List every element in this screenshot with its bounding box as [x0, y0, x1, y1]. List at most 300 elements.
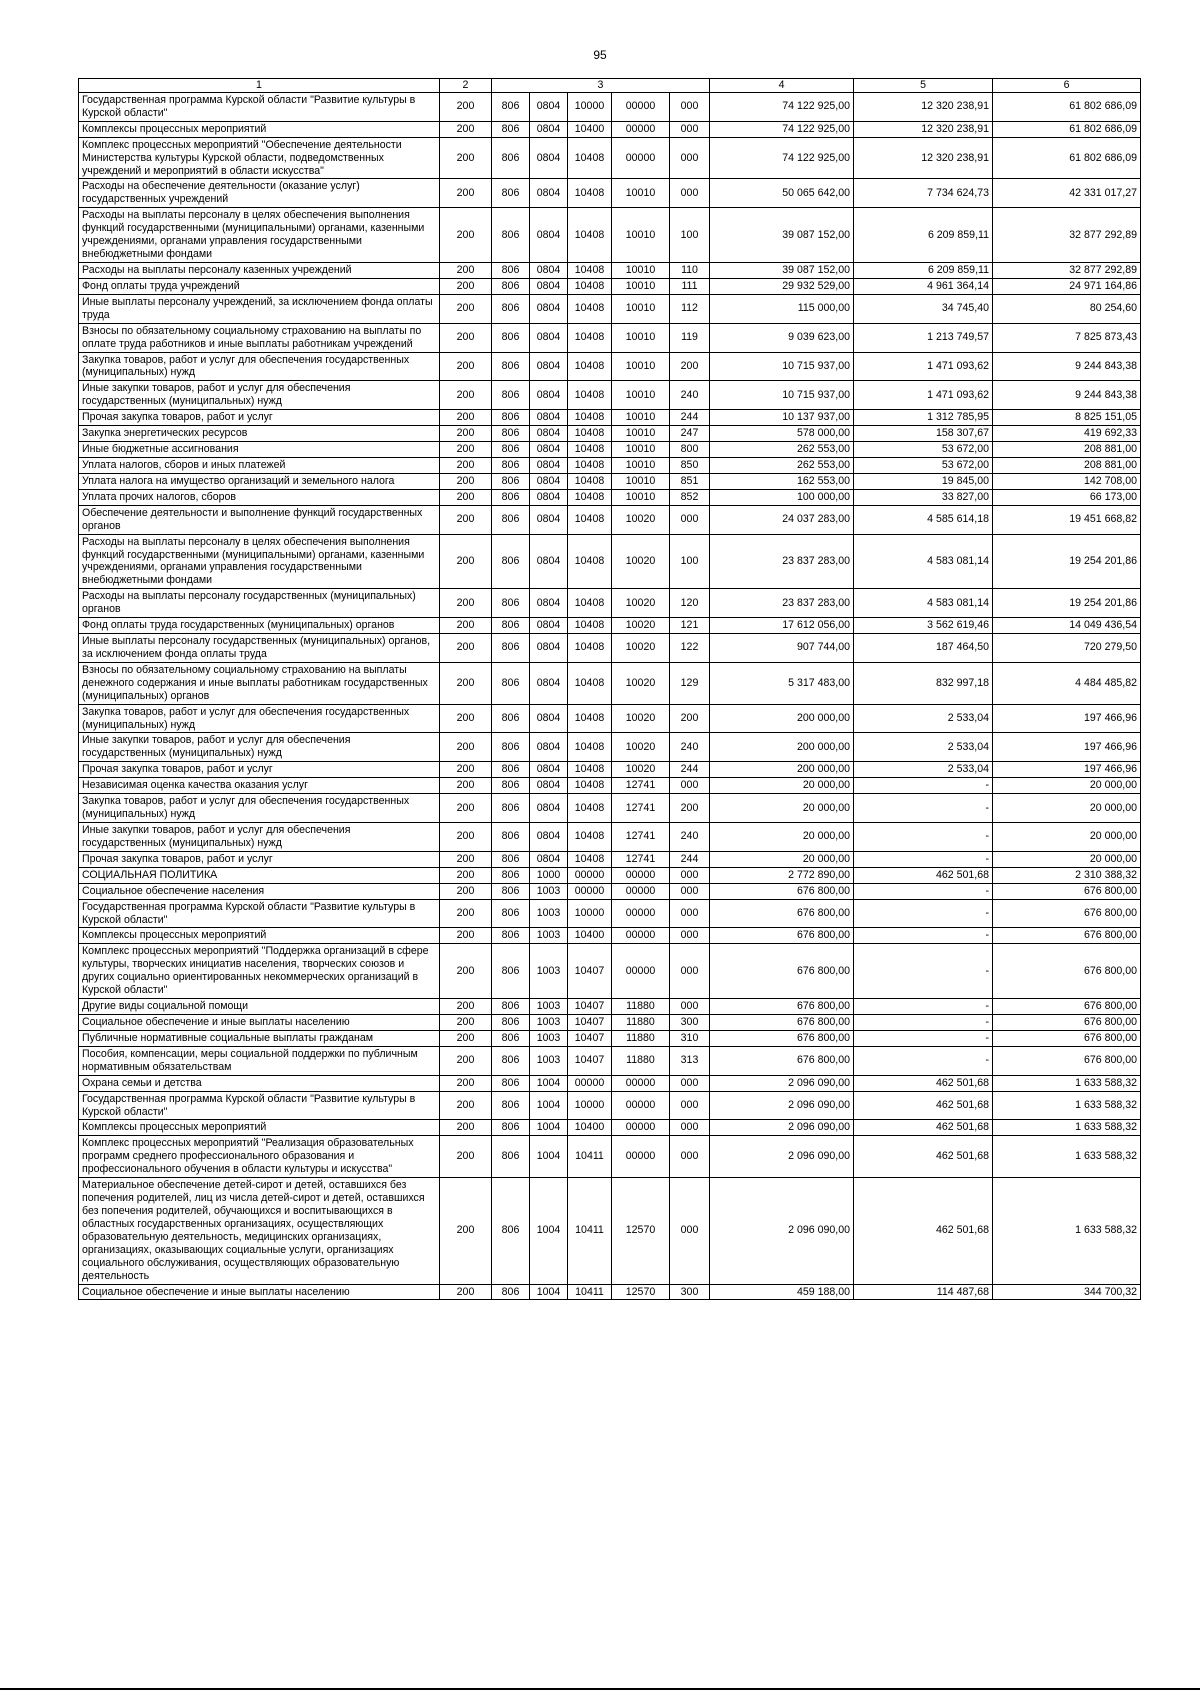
row-code-a: 806 — [492, 1015, 530, 1031]
row-code-c: 10408 — [568, 618, 612, 634]
row-code-d: 10010 — [612, 208, 670, 263]
row-code-d: 10010 — [612, 426, 670, 442]
row-code-a: 806 — [492, 899, 530, 928]
row-col-2: 200 — [440, 851, 492, 867]
row-code-a: 806 — [492, 278, 530, 294]
row-col-2: 200 — [440, 1136, 492, 1178]
table-row — [79, 410, 1141, 426]
row-col-2: 200 — [440, 1046, 492, 1075]
row-value-4: 17 612 056,00 — [710, 618, 854, 634]
row-code-a: 806 — [492, 489, 530, 505]
row-code-e: 000 — [670, 867, 710, 883]
row-value-6: 676 800,00 — [993, 883, 1141, 899]
row-code-e: 119 — [670, 323, 710, 352]
row-value-6: 24 971 164,86 — [993, 278, 1141, 294]
table-row — [79, 323, 1141, 352]
row-code-c: 10408 — [568, 179, 612, 208]
row-code-c: 10400 — [568, 928, 612, 944]
row-code-c: 10411 — [568, 1178, 612, 1284]
row-code-a: 806 — [492, 1136, 530, 1178]
row-code-c: 10408 — [568, 442, 612, 458]
table-row — [79, 883, 1141, 899]
row-code-c: 00000 — [568, 883, 612, 899]
row-value-4: 676 800,00 — [710, 1015, 854, 1031]
row-name: Прочая закупка товаров, работ и услуг — [79, 851, 440, 867]
table-row — [79, 823, 1141, 852]
header-col-1: 1 — [79, 79, 440, 93]
row-code-b: 0804 — [530, 662, 568, 704]
row-code-e: 122 — [670, 634, 710, 663]
row-value-6: 42 331 017,27 — [993, 179, 1141, 208]
row-value-6: 676 800,00 — [993, 1030, 1141, 1046]
row-col-2: 200 — [440, 999, 492, 1015]
row-code-d: 00000 — [612, 867, 670, 883]
row-value-4: 24 037 283,00 — [710, 505, 854, 534]
row-code-a: 806 — [492, 1178, 530, 1284]
row-value-6: 19 254 201,86 — [993, 589, 1141, 618]
row-code-e: 240 — [670, 733, 710, 762]
row-code-c: 10408 — [568, 662, 612, 704]
header-col-6: 6 — [993, 79, 1141, 93]
table-row — [79, 794, 1141, 823]
row-value-6: 19 254 201,86 — [993, 534, 1141, 589]
row-value-6: 197 466,96 — [993, 733, 1141, 762]
header-col-3: 3 — [492, 79, 710, 93]
row-value-4: 162 553,00 — [710, 473, 854, 489]
row-value-4: 262 553,00 — [710, 457, 854, 473]
table-row — [79, 1178, 1141, 1284]
row-code-b: 0804 — [530, 137, 568, 179]
row-code-d: 10020 — [612, 662, 670, 704]
row-value-5: - — [854, 794, 993, 823]
row-code-d: 10010 — [612, 442, 670, 458]
row-code-d: 10020 — [612, 589, 670, 618]
row-code-b: 0804 — [530, 262, 568, 278]
row-code-d: 00000 — [612, 928, 670, 944]
row-value-5: - — [854, 778, 993, 794]
row-value-5: - — [854, 899, 993, 928]
row-code-b: 1003 — [530, 944, 568, 999]
row-code-a: 806 — [492, 137, 530, 179]
bottom-rule — [0, 1688, 1200, 1690]
row-code-e: 112 — [670, 294, 710, 323]
row-code-d: 00000 — [612, 1075, 670, 1091]
row-value-6: 7 825 873,43 — [993, 323, 1141, 352]
table-row — [79, 534, 1141, 589]
row-code-c: 00000 — [568, 1075, 612, 1091]
row-code-e: 244 — [670, 851, 710, 867]
row-col-2: 200 — [440, 505, 492, 534]
row-code-a: 806 — [492, 294, 530, 323]
row-code-a: 806 — [492, 999, 530, 1015]
row-value-5: 1 312 785,95 — [854, 410, 993, 426]
row-name: Иные закупки товаров, работ и услуг для обеспечения государственных (муниципальных) нужд — [79, 733, 440, 762]
row-code-e: 851 — [670, 473, 710, 489]
row-code-e: 313 — [670, 1046, 710, 1075]
row-code-e: 800 — [670, 442, 710, 458]
row-code-b: 1003 — [530, 1030, 568, 1046]
row-value-4: 2 096 090,00 — [710, 1120, 854, 1136]
row-value-4: 459 188,00 — [710, 1284, 854, 1300]
row-code-b: 1003 — [530, 883, 568, 899]
row-value-6: 9 244 843,38 — [993, 381, 1141, 410]
row-code-a: 806 — [492, 928, 530, 944]
row-value-6: 8 825 151,05 — [993, 410, 1141, 426]
row-code-b: 0804 — [530, 278, 568, 294]
row-code-d: 12570 — [612, 1284, 670, 1300]
row-code-b: 0804 — [530, 208, 568, 263]
row-value-5: 6 209 859,11 — [854, 208, 993, 263]
row-value-4: 23 837 283,00 — [710, 589, 854, 618]
row-code-a: 806 — [492, 618, 530, 634]
row-value-4: 262 553,00 — [710, 442, 854, 458]
row-value-6: 61 802 686,09 — [993, 92, 1141, 121]
row-name: Комплекс процессных мероприятий "Поддержка организаций в сфере культуры, творческих инициатив населения, творческих союзов и других социально ориентированных некоммерческих организаций в Курской области" — [79, 944, 440, 999]
row-col-2: 200 — [440, 1075, 492, 1091]
row-name: Иные бюджетные ассигнования — [79, 442, 440, 458]
table-row — [79, 1030, 1141, 1046]
row-name: Взносы по обязательному социальному страхованию на выплаты по оплате труда работников и иные выплаты работникам учреждений — [79, 323, 440, 352]
row-code-d: 00000 — [612, 137, 670, 179]
row-name: Закупка товаров, работ и услуг для обеспечения государственных (муниципальных) нужд — [79, 794, 440, 823]
table-row — [79, 121, 1141, 137]
row-col-2: 200 — [440, 278, 492, 294]
table-row — [79, 589, 1141, 618]
row-code-e: 120 — [670, 589, 710, 618]
row-code-a: 806 — [492, 442, 530, 458]
row-value-6: 20 000,00 — [993, 851, 1141, 867]
table-header-row — [79, 79, 1141, 93]
row-code-d: 00000 — [612, 899, 670, 928]
row-code-b: 0804 — [530, 704, 568, 733]
row-col-2: 200 — [440, 618, 492, 634]
row-value-6: 32 877 292,89 — [993, 262, 1141, 278]
row-code-c: 00000 — [568, 867, 612, 883]
row-code-d: 10020 — [612, 505, 670, 534]
table-row — [79, 1136, 1141, 1178]
row-code-b: 0804 — [530, 352, 568, 381]
table-row — [79, 999, 1141, 1015]
row-value-6: 344 700,32 — [993, 1284, 1141, 1300]
row-value-4: 676 800,00 — [710, 999, 854, 1015]
row-name: Социальное обеспечение населения — [79, 883, 440, 899]
row-col-2: 200 — [440, 589, 492, 618]
row-code-e: 000 — [670, 121, 710, 137]
row-code-e: 000 — [670, 778, 710, 794]
row-name: Фонд оплаты труда учреждений — [79, 278, 440, 294]
row-code-a: 806 — [492, 762, 530, 778]
row-value-4: 10 715 937,00 — [710, 381, 854, 410]
row-code-a: 806 — [492, 733, 530, 762]
row-code-c: 10408 — [568, 794, 612, 823]
row-value-5: - — [854, 999, 993, 1015]
row-code-d: 00000 — [612, 121, 670, 137]
row-code-c: 10411 — [568, 1136, 612, 1178]
row-value-6: 32 877 292,89 — [993, 208, 1141, 263]
row-code-d: 10020 — [612, 634, 670, 663]
row-value-4: 20 000,00 — [710, 851, 854, 867]
row-code-a: 806 — [492, 1030, 530, 1046]
row-code-e: 000 — [670, 1178, 710, 1284]
row-code-e: 244 — [670, 762, 710, 778]
table-row — [79, 704, 1141, 733]
row-code-a: 806 — [492, 944, 530, 999]
row-code-e: 000 — [670, 505, 710, 534]
row-value-6: 1 633 588,32 — [993, 1120, 1141, 1136]
table-row — [79, 505, 1141, 534]
row-code-c: 10408 — [568, 489, 612, 505]
row-code-c: 10408 — [568, 426, 612, 442]
row-code-b: 0804 — [530, 489, 568, 505]
row-code-d: 10010 — [612, 410, 670, 426]
row-value-4: 29 932 529,00 — [710, 278, 854, 294]
row-code-a: 806 — [492, 589, 530, 618]
row-value-6: 4 484 485,82 — [993, 662, 1141, 704]
row-code-a: 806 — [492, 262, 530, 278]
row-name: Социальное обеспечение и иные выплаты населению — [79, 1284, 440, 1300]
row-code-d: 00000 — [612, 1136, 670, 1178]
row-code-a: 806 — [492, 323, 530, 352]
row-code-b: 0804 — [530, 294, 568, 323]
row-code-b: 0804 — [530, 92, 568, 121]
row-code-e: 000 — [670, 1091, 710, 1120]
row-name: Государственная программа Курской области "Развитие культуры в Курской области" — [79, 92, 440, 121]
row-code-d: 12741 — [612, 794, 670, 823]
row-code-c: 10408 — [568, 262, 612, 278]
row-code-b: 1004 — [530, 1284, 568, 1300]
row-code-c: 10408 — [568, 381, 612, 410]
row-value-6: 1 633 588,32 — [993, 1136, 1141, 1178]
row-code-a: 806 — [492, 534, 530, 589]
row-code-e: 240 — [670, 381, 710, 410]
table-row — [79, 137, 1141, 179]
row-value-6: 2 310 388,32 — [993, 867, 1141, 883]
row-name: Прочая закупка товаров, работ и услуг — [79, 762, 440, 778]
row-code-a: 806 — [492, 1075, 530, 1091]
table-row — [79, 944, 1141, 999]
row-code-d: 10020 — [612, 704, 670, 733]
row-value-5: 6 209 859,11 — [854, 262, 993, 278]
table-row — [79, 278, 1141, 294]
row-code-b: 1003 — [530, 1046, 568, 1075]
table-row — [79, 899, 1141, 928]
row-name: Иные выплаты персоналу государственных (муниципальных) органов, за исключением фонда оплаты труда — [79, 634, 440, 663]
table-row — [79, 1091, 1141, 1120]
row-code-e: 100 — [670, 208, 710, 263]
row-code-d: 00000 — [612, 1120, 670, 1136]
row-value-5: 187 464,50 — [854, 634, 993, 663]
row-col-2: 200 — [440, 352, 492, 381]
row-col-2: 200 — [440, 426, 492, 442]
row-code-d: 10020 — [612, 733, 670, 762]
row-name: Расходы на выплаты персоналу в целях обеспечения выполнения функций государственными (муниципальными) органами, казенными учреждениями, органами управления государственными внебюджетными фондами — [79, 208, 440, 263]
table-row — [79, 851, 1141, 867]
row-code-d: 10010 — [612, 262, 670, 278]
row-code-d: 00000 — [612, 92, 670, 121]
row-code-d: 10020 — [612, 762, 670, 778]
row-name: Расходы на выплаты персоналу казенных учреждений — [79, 262, 440, 278]
row-value-6: 208 881,00 — [993, 442, 1141, 458]
row-value-6: 197 466,96 — [993, 762, 1141, 778]
row-col-2: 200 — [440, 778, 492, 794]
row-value-5: 12 320 238,91 — [854, 137, 993, 179]
row-value-5: 2 533,04 — [854, 733, 993, 762]
row-code-c: 10400 — [568, 121, 612, 137]
row-value-6: 676 800,00 — [993, 1046, 1141, 1075]
row-code-a: 806 — [492, 867, 530, 883]
row-value-4: 74 122 925,00 — [710, 92, 854, 121]
row-value-4: 2 096 090,00 — [710, 1091, 854, 1120]
row-value-6: 14 049 436,54 — [993, 618, 1141, 634]
row-col-2: 200 — [440, 867, 492, 883]
row-value-5: 34 745,40 — [854, 294, 993, 323]
row-code-a: 806 — [492, 634, 530, 663]
header-col-2: 2 — [440, 79, 492, 93]
row-code-d: 10010 — [612, 473, 670, 489]
row-code-d: 10010 — [612, 323, 670, 352]
row-value-4: 10 137 937,00 — [710, 410, 854, 426]
row-col-2: 200 — [440, 381, 492, 410]
table-row — [79, 1075, 1141, 1091]
row-col-2: 200 — [440, 457, 492, 473]
row-code-e: 200 — [670, 794, 710, 823]
row-code-a: 806 — [492, 1120, 530, 1136]
row-code-d: 10010 — [612, 278, 670, 294]
row-name: Прочая закупка товаров, работ и услуг — [79, 410, 440, 426]
row-value-6: 676 800,00 — [993, 899, 1141, 928]
row-code-d: 10020 — [612, 618, 670, 634]
row-value-5: 462 501,68 — [854, 1178, 993, 1284]
table-row — [79, 778, 1141, 794]
table-row — [79, 179, 1141, 208]
table-row — [79, 928, 1141, 944]
row-value-6: 66 173,00 — [993, 489, 1141, 505]
row-value-5: 4 585 614,18 — [854, 505, 993, 534]
row-code-b: 0804 — [530, 457, 568, 473]
row-name: Независимая оценка качества оказания услуг — [79, 778, 440, 794]
row-code-b: 1003 — [530, 1015, 568, 1031]
row-code-b: 1004 — [530, 1091, 568, 1120]
row-code-c: 10407 — [568, 1046, 612, 1075]
row-name: Обеспечение деятельности и выполнение функций государственных органов — [79, 505, 440, 534]
row-col-2: 200 — [440, 442, 492, 458]
row-value-6: 197 466,96 — [993, 704, 1141, 733]
row-value-5: - — [854, 1015, 993, 1031]
row-code-e: 000 — [670, 137, 710, 179]
table-row — [79, 867, 1141, 883]
row-name: Уплата прочих налогов, сборов — [79, 489, 440, 505]
row-code-c: 10408 — [568, 534, 612, 589]
row-col-2: 200 — [440, 137, 492, 179]
row-value-4: 2 772 890,00 — [710, 867, 854, 883]
row-code-a: 806 — [492, 352, 530, 381]
row-code-d: 00000 — [612, 944, 670, 999]
row-name: Комплексы процессных мероприятий — [79, 1120, 440, 1136]
row-code-e: 100 — [670, 534, 710, 589]
row-code-c: 10408 — [568, 851, 612, 867]
row-code-a: 806 — [492, 208, 530, 263]
row-col-2: 200 — [440, 534, 492, 589]
row-code-c: 10408 — [568, 137, 612, 179]
row-code-d: 11880 — [612, 999, 670, 1015]
row-code-a: 806 — [492, 662, 530, 704]
row-code-d: 10010 — [612, 489, 670, 505]
row-value-6: 208 881,00 — [993, 457, 1141, 473]
row-value-4: 676 800,00 — [710, 883, 854, 899]
row-value-4: 9 039 623,00 — [710, 323, 854, 352]
row-value-5: 53 672,00 — [854, 442, 993, 458]
row-name: Материальное обеспечение детей-сирот и детей, оставшихся без попечения родителей, лиц из числа детей-сирот и детей, оставшихся без попечения родителей, обучающихся и воспитывающихся в областных государственных организациях, осуществляющих образовательную деятельность, медицинских организациях, организациях, оказывающих социальные услуги, организациях социального обслуживания, осуществляющих образовательную деятельность — [79, 1178, 440, 1284]
row-value-6: 1 633 588,32 — [993, 1091, 1141, 1120]
row-name: Закупка товаров, работ и услуг для обеспечения государственных (муниципальных) нужд — [79, 352, 440, 381]
row-code-b: 0804 — [530, 851, 568, 867]
table-row — [79, 618, 1141, 634]
row-col-2: 200 — [440, 733, 492, 762]
row-code-b: 1004 — [530, 1178, 568, 1284]
row-code-a: 806 — [492, 794, 530, 823]
row-name: Уплата налогов, сборов и иных платежей — [79, 457, 440, 473]
table-row — [79, 457, 1141, 473]
row-code-a: 806 — [492, 704, 530, 733]
table-row — [79, 208, 1141, 263]
row-code-b: 1000 — [530, 867, 568, 883]
row-code-a: 806 — [492, 457, 530, 473]
row-name: Комплексы процессных мероприятий — [79, 928, 440, 944]
row-code-d: 00000 — [612, 883, 670, 899]
table-row — [79, 442, 1141, 458]
table-row — [79, 762, 1141, 778]
row-value-5: - — [854, 944, 993, 999]
row-code-a: 806 — [492, 381, 530, 410]
row-code-e: 244 — [670, 410, 710, 426]
row-col-2: 200 — [440, 1120, 492, 1136]
row-col-2: 200 — [440, 262, 492, 278]
row-code-c: 10407 — [568, 1015, 612, 1031]
row-code-a: 806 — [492, 1284, 530, 1300]
row-value-4: 74 122 925,00 — [710, 137, 854, 179]
row-value-5: 462 501,68 — [854, 1120, 993, 1136]
row-value-5: 462 501,68 — [854, 1075, 993, 1091]
row-value-4: 39 087 152,00 — [710, 262, 854, 278]
row-value-5: 832 997,18 — [854, 662, 993, 704]
row-value-6: 720 279,50 — [993, 634, 1141, 663]
page-number: 95 — [593, 48, 607, 62]
row-code-b: 0804 — [530, 473, 568, 489]
header-col-4: 4 — [710, 79, 854, 93]
row-col-2: 200 — [440, 92, 492, 121]
row-name: Закупка товаров, работ и услуг для обеспечения государственных (муниципальных) нужд — [79, 704, 440, 733]
row-code-d: 10010 — [612, 352, 670, 381]
row-value-6: 1 633 588,32 — [993, 1075, 1141, 1091]
row-value-5: 4 583 081,14 — [854, 589, 993, 618]
row-name: Расходы на выплаты персоналу государственных (муниципальных) органов — [79, 589, 440, 618]
row-code-c: 10408 — [568, 208, 612, 263]
row-code-c: 10408 — [568, 704, 612, 733]
row-value-4: 200 000,00 — [710, 733, 854, 762]
row-value-5: - — [854, 1030, 993, 1046]
row-code-a: 806 — [492, 851, 530, 867]
row-code-c: 10408 — [568, 762, 612, 778]
row-code-c: 10408 — [568, 323, 612, 352]
row-code-b: 0804 — [530, 505, 568, 534]
row-code-a: 806 — [492, 426, 530, 442]
row-code-a: 806 — [492, 92, 530, 121]
row-code-c: 10408 — [568, 457, 612, 473]
row-code-a: 806 — [492, 505, 530, 534]
row-code-e: 200 — [670, 352, 710, 381]
row-code-b: 0804 — [530, 634, 568, 663]
row-value-4: 115 000,00 — [710, 294, 854, 323]
